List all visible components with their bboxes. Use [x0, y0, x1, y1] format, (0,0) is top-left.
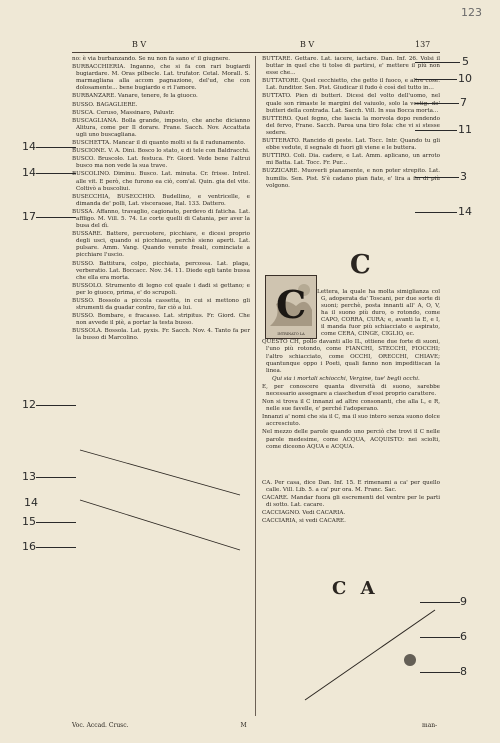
entry: BUSCA. Ceruso, Massinaro, Palustr.: [72, 109, 175, 116]
pencil-folio-number: 123: [461, 6, 482, 19]
entry: BUSSO. Battitura, colpo, picchiata, percossa. Lat. plaga, verberatio. Lat. Boccacc. Nov. 34. 11. Diede egli tante bussa che ella era morta.: [72, 260, 250, 281]
entry: BUTTERO. Quel fegno, che lascia la morvola dopo rendendo del fervo, Frane. Sacch. Parea una tiro fola: che vi si stesse sedere.: [262, 115, 440, 136]
c-definition: E, per conoscere quanta diversità di suono, sarebbe necessario assegnare a ciaschedun d'essi proprio carattere.: [262, 383, 440, 397]
section-heading-ca: C A: [332, 578, 379, 599]
margin-number: 8: [460, 665, 467, 678]
annotation-line: [36, 405, 76, 406]
annotation-line: [415, 130, 457, 131]
entry: BUSCAGLIANA. Bolla grande, imposto, che anche dicianno Alitura, come per Il dorare. Frane. Sacch. Nov. Accattata ugli uno buscagliana.: [72, 117, 250, 138]
initial-caption: INTRINATO LA: [277, 332, 305, 336]
annotation-line: [415, 177, 459, 178]
margin-number: 13: [22, 470, 36, 483]
running-head-right: B V: [300, 40, 315, 49]
margin-number: 14: [22, 140, 36, 153]
page-number: 137: [415, 40, 431, 49]
header-rule: [72, 52, 440, 53]
c-definition: Lettera, la quale ha molta simiglianza col G, adoperata da' Toscani, per due sorte di suoni; perchè, posta innanti all' A, O, V, ha il suono più duro, o rotondo, come CAPO, CORRA, CURA; e, avanti la E, e I, il manda fuor più schiacciato e aspirato, come CERA, CINGE, CIGLIO, ec.: [317, 288, 440, 338]
section-letter-c: C: [350, 250, 371, 280]
margin-number: 14: [22, 166, 36, 179]
margin-number: 15: [22, 515, 36, 528]
entry: BURBANZARE. Vanare, tenere, fe la giuoco.: [72, 93, 198, 100]
margin-number: 14: [458, 205, 472, 218]
annotation-line: [36, 173, 76, 174]
margin-number: 3: [460, 170, 467, 183]
c-definition: Nel mezzo delle parole quando uno perciò che trovi il C nelle parole medesime, come ACQUA, ACQUISTO: nei sciolti, come diceono AQUA e ACQUA.: [262, 429, 440, 450]
crossout-strokes: [300, 600, 440, 710]
entry: no: è via burbanzando. Se nu non fa sano e' il giugnere.: [72, 56, 231, 62]
margin-number: 17: [22, 210, 36, 223]
entry: BUSSOLA. Bossola. Lat. pyxis. Fr. Sacch. Nov. 4. Tanto fa per la busso di Marcolino.: [72, 328, 250, 342]
annotation-line: [415, 212, 457, 213]
margin-number: 14: [24, 496, 38, 509]
margin-number: 6: [460, 630, 467, 643]
entry: BUTTERATO. Rancido di peste. Lat. Tocc. Intr. Quando tu gli ebbe vedute, il segnale di fuori gli viene e le buttera.: [262, 138, 440, 152]
c-definition: Innanzi a' nomi che sia il C, ma il suo intero senza suono dolce accresciuto.: [262, 414, 440, 428]
signature-mark: M: [240, 722, 247, 729]
entry: BUTTARE. Gettare. Lat. iacere, iactare. Dan. Inf. 26. Volsi il buttar in quel che ti tolse di partirsi, e' mettere il più non esse che...: [262, 56, 440, 77]
running-header: [70, 40, 435, 52]
annotation-line: [36, 147, 76, 148]
margin-number: 12: [22, 398, 36, 411]
entry: BUSSO. Bossolo a piccola cassetta, in cui si mettono gli strumenti da guadar contro, far ciò a lui.: [72, 298, 250, 312]
entry: BUSCO. Bruscolo. Lat. festuca. Fr. Giord. Vede bene l'altrui busco ma non vede la sua trave.: [72, 156, 250, 170]
ca-entry: CACARE. Mandar fuora gli escrementi del ventre per le parti di sotto. Lat. cacare.: [262, 494, 440, 509]
margin-number: 11: [458, 123, 472, 136]
crossout-strokes: [70, 440, 250, 560]
entry: BUTTIRO. Coli. Dia. cadere, e Lat. Amm. aplicano, un arroto mi Batta. Lat. Tocc. Fr. Pur...: [262, 153, 440, 167]
entry: BUSECCHIA, BUSECCHIO. Budellino, e ventricelle, e dimanda de' polli, Lat. visceraoae, Ital. 133. Dattero.: [72, 193, 250, 207]
woodcut-initial: [265, 275, 317, 339]
ca-entry: CACCIAGNO. Vedi CACARIA.: [262, 510, 346, 517]
entry: BUSSOLO. Strumento di legno col quale i dadi si gettano; e per lo giuoco, prima, e' do scrupoli.: [72, 282, 250, 296]
catchword: man-: [422, 722, 438, 729]
margin-number: 16: [22, 540, 36, 553]
entry: BUSSARE. Battere, percuotere, picchiare, e dicesi proprio degli usci, quando si picchiano, perchè sieno aperti. Lat. pulsare. Amm. Vang. Quando venute freali, cominciate a picchiare l'uscio.: [72, 231, 250, 259]
c-definition: Non si trova il C innanzi ad altre consonanti, che alla L, e R, nelle sue favelle, e' perché l'adoperano.: [262, 399, 440, 413]
margin-number: 5: [462, 55, 469, 68]
annotation-line: [415, 79, 457, 80]
running-head-left: B V: [132, 40, 147, 49]
c-definition: QUESTO CH, pollo davanti allo IL, ottiene due forte di suoni, l'uno più rotondo, come FIANCHI, STECCHI, FIOCCHI; l'altro schiacciato, come OCCHI, ORECCHI, CHIAVE; quantunque oppo i Poeti, quali fanno non impeditiscan la linea.: [262, 339, 440, 374]
entry: BUSCOLINO. Diminu. Busco. Lat. minuta. Cr. frisse. Intrel. alle vit. E però, che furono ea ciò, com'al. Quin. gia del vite. Coltivò a buscoliui.: [72, 171, 250, 192]
column-divider: [255, 56, 256, 716]
entry: BUZZICARE. Muoverli pianamente, e non poter strepito. Lat. humilis. Sen. Pist. S'è cadano pian fiate, e' lira a fin di più volgono.: [262, 168, 440, 189]
ca-entry: CACCIARIA, si vedi CACARE.: [262, 518, 346, 525]
entry: BUSCHETTA. Mancar il di quanto molti si fa il radunamento.: [72, 140, 246, 147]
ca-entry: CA. Per casa, dice Dan. Inf. 15. E rimenami a ca' per quello calle. Vill. Lib. 5. a ca' pur ora. M. Franc. Sac.: [262, 479, 440, 493]
entry: BUTTATORE. Quel cecchietto, che getto il fuoco, e altre cose. Lat. funditor. Sen. Pist. Giudicar il fudo è così del tutto in...: [262, 78, 440, 92]
left-column: [72, 56, 250, 344]
entry: BUSCIONE. V. A. Dini. Bosco lo stato, e di tele con Baldracchi.: [72, 148, 250, 155]
annotation-line: [415, 62, 460, 63]
margin-number: 9: [460, 595, 467, 608]
c-quote: Qui sia i mortali schiocchi, Vergine, tue' begli occhi.: [272, 375, 420, 382]
entry: BUSSA. Affanno, travaglio, cagionato, perdevo di faticha. Lat. affligo. M. Vill. 5. 74. Le corte quelli di Catania, per aver la busa del dì.: [72, 208, 250, 230]
entry: BUSSO. Bombare, e fracasso. Lat. stripitus. Fr. Giord. Che non avvede il piè, a portar la testa busso.: [72, 313, 250, 327]
initial-letter: C: [276, 282, 307, 327]
margin-number: 7: [460, 96, 467, 109]
signature-text: Voc. Accad. Crusc.: [72, 722, 129, 729]
signature-line: [72, 722, 247, 729]
entry: BUTTATO. Pien di butteri. Dicesi del volto dell'uomo, nel quale son rimaste le margini del vaiuolo, solo la vestig. de' butteri della contrada. Lat. Sacch. Vill. In sua Bocca morta...: [262, 93, 440, 114]
annotation-line: [415, 103, 459, 104]
margin-number: 10: [458, 72, 472, 85]
entry: BURBACCHIERIA. Inganno, che si fa con rari bugiardi bugiardare. M. Oras pilbecle. Lat. trufator. Cetal. Morall. S. marmagliana alla accom pagnazione, del'ud, che con dolosamente... bene bugiardo e ri l'amore.: [72, 64, 250, 92]
annotation-line: [36, 217, 76, 218]
entry: BUSSO. BAGAGLIERE.: [72, 101, 138, 108]
